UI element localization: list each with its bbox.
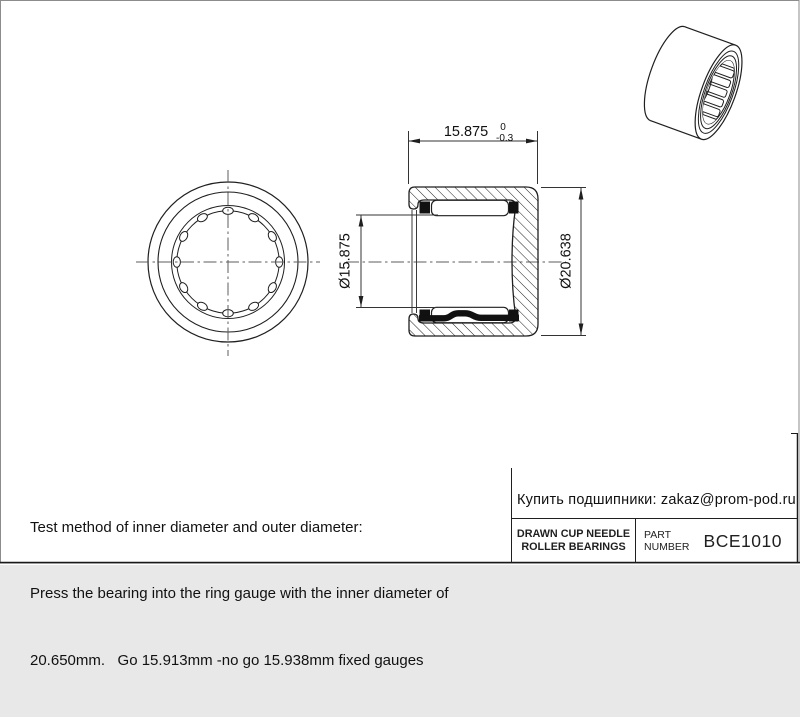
note-line: Test method of inner diameter and outer diameter: [30, 518, 363, 536]
width-tolerance-lower: -0.3 [496, 133, 514, 144]
top-roller-section [432, 200, 509, 215]
iso-view [635, 21, 752, 145]
bearing-type-cell [512, 519, 636, 563]
bearing-type-line2: ROLLER BEARINGS [521, 541, 626, 553]
dimension-bore [338, 215, 439, 308]
bearing-type-line1: DRAWN CUP NEEDLE [516, 528, 631, 540]
front-view-centerlines [136, 170, 320, 356]
part-number-value: BCE1010 [703, 530, 782, 551]
dimension-width [409, 122, 538, 184]
width-dimension-label: 15.875 [443, 124, 489, 140]
od-dimension-label: Ø20.638 [558, 233, 575, 289]
part-number-cell [636, 519, 797, 563]
contact-email-text: Купить подшипники: zakaz@prom-pod.ru [517, 492, 796, 508]
note-line: Press the bearing into the ring gauge with the inner diameter of [30, 585, 449, 603]
contact-panel [511, 468, 797, 518]
test-method-notes [30, 472, 449, 717]
width-tolerance-upper: 0 [500, 122, 506, 133]
title-block [511, 518, 797, 563]
bore-dimension-label: Ø15.875 [337, 233, 354, 289]
dimension-od [541, 188, 586, 336]
part-number-label: PART NUMBER [644, 528, 690, 553]
note-line: 20.650mm. Go 15.913mm -no go 15.938mm fixed gauges [30, 652, 424, 670]
front-view [136, 170, 320, 356]
section-view [338, 122, 587, 336]
